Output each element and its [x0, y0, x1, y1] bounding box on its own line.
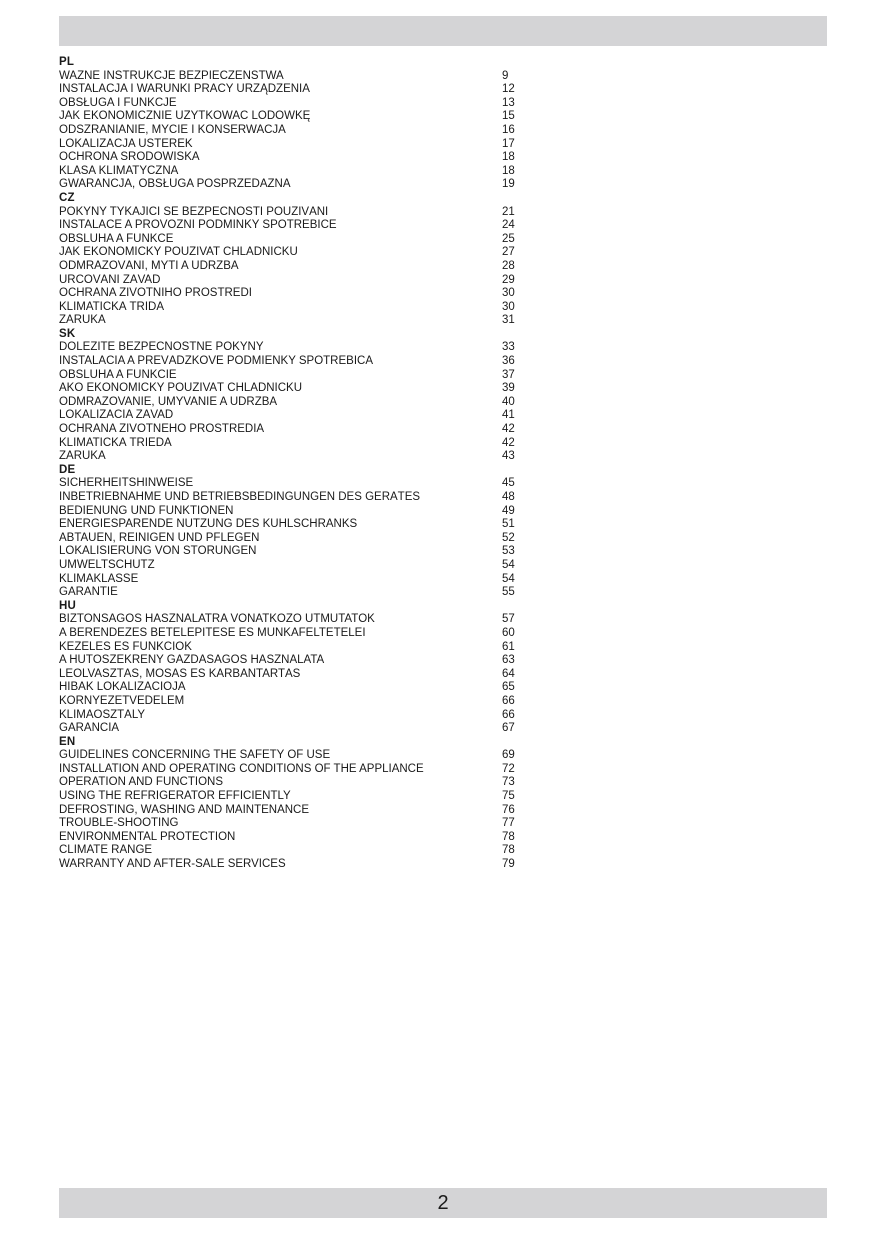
toc-entry-page: 64 [502, 667, 515, 680]
toc-entry-page: 33 [502, 341, 515, 354]
toc-entry-page: 48 [502, 491, 515, 503]
toc-entry-title: HIBÁK LOKALIZÁCIÓJA [59, 681, 186, 694]
toc-entry-title: A HŰTŐSZEKRÉNY GAZDASÁGOS HASZNÁLATA [59, 654, 325, 667]
language-heading: CZ [59, 191, 75, 204]
toc-entry-page: 45 [502, 477, 515, 490]
toc-entry-title: WARRANTY AND AFTER-SALE SERVICES [59, 858, 286, 871]
toc-entry [59, 790, 529, 804]
toc-entry-title: BIZTONSÁGOS HASZNÁLATRA VONATKOZÓ ÚTMUTATÓK [59, 613, 375, 626]
toc-entry-title: AKO EKONOMICKY POUŽÍVAŤ CHLADNIČKU [59, 382, 303, 395]
language-heading: SK [59, 327, 76, 340]
toc-entry-page: 79 [502, 858, 515, 871]
toc-entry-title: TROUBLE-SHOOTING [59, 817, 179, 830]
toc-entry [59, 831, 529, 845]
toc-entry-page: 36 [502, 355, 515, 368]
toc-entry-title: DÔLEŽITÉ BEZPEČNOSTNÉ POKYNY [59, 341, 264, 354]
toc-entry-page: 69 [502, 749, 515, 762]
toc-entry-page: 75 [502, 790, 515, 803]
toc-entry-title: OCHRONA ŚRODOWISKA [59, 151, 200, 164]
toc-entry-title: CLIMATE RANGE [59, 844, 153, 857]
toc-entry-page: 54 [502, 572, 515, 585]
toc-entry-title: GWARANCJA, OBSŁUGA POSPRZEDAŻNA [59, 178, 291, 191]
toc-entry-title: INSTALLATION AND OPERATING CONDITIONS OF THE APPLIANCE [59, 762, 424, 775]
toc-entry-title: ZÁRUKA [59, 450, 106, 463]
toc-entry-page: 63 [502, 654, 515, 667]
toc-entry-title: KLASA KLIMATYCZNA [59, 164, 179, 177]
toc-entry-page: 49 [502, 504, 515, 517]
toc-entry [59, 654, 529, 668]
toc-entry [59, 858, 529, 872]
toc-entry [59, 138, 529, 152]
toc-entry-title: JAK EKONOMICZNIE UŻYTKOWAĆ LODÓWKĘ [59, 110, 311, 123]
toc-entry [59, 97, 529, 111]
toc-entry-page: 16 [502, 123, 515, 136]
footer-bar [59, 1188, 827, 1218]
toc-entry [59, 274, 529, 288]
toc-entry [59, 165, 529, 179]
toc-entry-title: INSTALACE A PROVOZNÍ PODMÍNKY SPOTŘEBIČE [59, 219, 337, 232]
header-bar [59, 16, 827, 46]
toc-entry-page: 41 [502, 409, 515, 422]
toc-entry [59, 749, 529, 763]
toc-entry-title: OBSLUHA A FUNKCE [59, 232, 174, 245]
toc-entry [59, 314, 529, 328]
toc-entry-page: 25 [502, 232, 515, 245]
toc-entry [59, 341, 529, 355]
language-heading: DE [59, 463, 76, 476]
toc-entry-page: 78 [502, 830, 515, 843]
toc-entry [59, 396, 529, 410]
toc-entry [59, 219, 529, 233]
toc-entry-title: ODMRAZOVÁNÍ, MYTÍ A ÚDRŽBA [59, 259, 239, 272]
language-heading: EN [59, 735, 76, 748]
toc-entry-page: 43 [502, 450, 515, 463]
toc-entry [59, 559, 529, 573]
toc-section-en [59, 736, 529, 872]
toc-entry-title: URČOVÁNÍ ZÁVAD [59, 273, 161, 286]
toc-entry-page: 30 [502, 287, 515, 300]
page-number: 2 [437, 1191, 449, 1214]
toc-entry [59, 763, 529, 777]
toc-entry [59, 573, 529, 587]
toc-entry-title: BEDIENUNG UND FUNKTIONEN [59, 504, 234, 517]
toc-entry [59, 233, 529, 247]
toc-entry [59, 423, 529, 437]
toc-entry-page: 53 [502, 545, 515, 558]
language-heading: HU [59, 599, 77, 612]
table-of-contents [59, 56, 529, 872]
toc-entry-title: GARANTIE [59, 586, 118, 599]
toc-entry-page: 13 [502, 96, 515, 109]
toc-entry-title: JAK EKONOMICKY POUŽÍVAT CHLADNIČKU [59, 246, 298, 259]
toc-entry-page: 67 [502, 722, 515, 735]
toc-entry-title: WAŻNE INSTRUKCJE BEZPIECZEŃSTWA [59, 69, 284, 82]
toc-entry [59, 151, 529, 165]
toc-entry-page: 73 [502, 776, 515, 789]
toc-entry-page: 29 [502, 273, 515, 286]
toc-entry [59, 722, 529, 736]
toc-entry [59, 681, 529, 695]
toc-section-cz [59, 192, 529, 328]
toc-entry-page: 55 [502, 586, 515, 599]
toc-entry-page: 77 [502, 817, 515, 830]
toc-entry [59, 505, 529, 519]
toc-entry-page: 51 [502, 518, 515, 531]
toc-section-pl [59, 56, 529, 192]
toc-entry-title: LOKALISIERUNG VON STÖRUNGEN [59, 545, 257, 558]
toc-entry-title: LOKALIZÁCIA ZÁVAD [59, 409, 174, 422]
toc-entry-title: ENVIRONMENTAL PROTECTION [59, 830, 236, 843]
toc-entry-title: USING THE REFRIGERATOR EFFICIENTLY [59, 790, 291, 803]
toc-entry [59, 627, 529, 641]
toc-entry-page: 72 [502, 762, 515, 775]
toc-entry-title: ZÁRUKA [59, 314, 106, 327]
toc-entry-page: 37 [502, 368, 515, 381]
toc-entry [59, 586, 529, 600]
toc-entry-page: 61 [502, 640, 515, 653]
toc-entry-page: 66 [502, 708, 515, 721]
toc-entry-page: 66 [502, 694, 515, 707]
toc-entry-page: 52 [502, 531, 515, 544]
toc-entry-page: 24 [502, 219, 515, 232]
toc-entry [59, 301, 529, 315]
toc-entry-page: 18 [502, 164, 515, 177]
toc-entry-page: 30 [502, 300, 515, 313]
toc-entry-title: OBSLUHA A FUNKCIE [59, 368, 177, 381]
toc-entry-title: KLÍMAOSZTÁLY [59, 708, 146, 721]
toc-entry-page: 42 [502, 423, 515, 436]
toc-entry [59, 409, 529, 423]
toc-entry [59, 545, 529, 559]
toc-entry-page: 76 [502, 803, 515, 816]
toc-entry [59, 695, 529, 709]
toc-entry-title: LOKALIZACJA USTEREK [59, 137, 193, 150]
toc-entry-page: 9 [502, 69, 509, 82]
toc-entry [59, 450, 529, 464]
toc-entry [59, 70, 529, 84]
toc-entry [59, 246, 529, 260]
toc-entry-page: 78 [502, 844, 515, 857]
toc-entry-page: 54 [502, 558, 515, 571]
toc-entry-title: POKYNY TÝKAJÍCÍ SE BEZPEČNOSTI POUŽÍVÁNÍ [59, 205, 329, 218]
toc-entry-title: ODMRAZOVANIE, UMÝVANIE A ÚDRŽBA [59, 395, 278, 408]
toc-entry [59, 178, 529, 192]
toc-entry-title: KLIMATICKÁ TŘÍDA [59, 300, 165, 313]
toc-entry [59, 709, 529, 723]
toc-entry [59, 491, 529, 505]
language-heading: PL [59, 56, 75, 68]
toc-entry [59, 518, 529, 532]
toc-entry-page: 28 [502, 259, 515, 272]
toc-entry-page: 19 [502, 178, 515, 191]
toc-entry [59, 532, 529, 546]
toc-entry-title: INBETRIEBNAHME UND BETRIEBSBEDINGUNGEN DES GERÄTES [59, 491, 421, 503]
toc-section-de [59, 464, 529, 600]
toc-entry [59, 260, 529, 274]
toc-entry-title: LEOLVASZTÁS, MOSÁS ÉS KARBANTARTÁS [59, 667, 301, 680]
toc-entry [59, 382, 529, 396]
toc-entry [59, 437, 529, 451]
toc-entry-title: OPERATION AND FUNCTIONS [59, 776, 223, 789]
toc-entry-page: 27 [502, 246, 515, 259]
toc-entry [59, 668, 529, 682]
toc-entry-page: 39 [502, 382, 515, 395]
toc-entry [59, 613, 529, 627]
toc-entry-title: UMWELTSCHUTZ [59, 558, 155, 571]
toc-entry-title: ODSZRANIANIE, MYCIE I KONSERWACJA [59, 123, 286, 136]
toc-entry [59, 844, 529, 858]
toc-entry [59, 804, 529, 818]
toc-entry-page: 65 [502, 681, 515, 694]
toc-entry-title: INSTALACJA I WARUNKI PRACY URZĄDZENIA [59, 83, 310, 96]
toc-entry-title: SICHERHEITSHINWEISE [59, 477, 194, 490]
toc-entry-page: 42 [502, 436, 515, 449]
toc-entry-page: 40 [502, 395, 515, 408]
toc-entry-page: 60 [502, 626, 515, 639]
toc-entry [59, 206, 529, 220]
toc-section-sk [59, 328, 529, 464]
toc-entry-title: INŠTALÁCIA A PREVÁDZKOVÉ PODMIENKY SPOTREBIČA [59, 355, 373, 368]
toc-entry-page: 57 [502, 613, 515, 626]
toc-entry-page: 18 [502, 151, 515, 164]
toc-entry-title: ABTAUEN, REINIGEN UND PFLEGEN [59, 531, 260, 544]
toc-entry-title: GARANCIA [59, 722, 120, 735]
toc-entry-page: 17 [502, 137, 515, 150]
toc-entry-title: KEZELÉS ÉS FUNKCIÓK [59, 640, 192, 653]
toc-entry-title: OCHRANA ŽIVOTNÍHO PROSTŘEDÍ [59, 287, 252, 300]
toc-entry-title: OCHRANA ŽIVOTNÉHO PROSTREDIA [59, 423, 265, 436]
toc-entry [59, 369, 529, 383]
toc-entry [59, 83, 529, 97]
toc-entry [59, 477, 529, 491]
toc-entry-title: KLIMATICKÁ TRIEDA [59, 436, 172, 449]
toc-entry [59, 817, 529, 831]
toc-entry-title: ENERGIESPARENDE NUTZUNG DES KÜHLSCHRANKS [59, 518, 358, 531]
toc-entry-title: KÖRNYEZETVÉDELEM [59, 694, 185, 707]
toc-entry-title: KLIMAKLASSE [59, 572, 139, 585]
toc-entry [59, 124, 529, 138]
toc-entry-page: 21 [502, 205, 515, 218]
toc-entry-title: DEFROSTING, WASHING AND MAINTENANCE [59, 803, 310, 816]
toc-entry-page: 31 [502, 314, 515, 327]
toc-entry [59, 355, 529, 369]
toc-entry [59, 110, 529, 124]
toc-entry [59, 776, 529, 790]
toc-entry-page: 15 [502, 110, 515, 123]
toc-entry-title: OBSŁUGA I FUNKCJE [59, 96, 177, 109]
toc-section-hu [59, 600, 529, 736]
toc-entry-title: GUIDELINES CONCERNING THE SAFETY OF USE [59, 749, 331, 762]
toc-entry-page: 12 [502, 83, 515, 96]
toc-entry [59, 641, 529, 655]
toc-entry-title: A BERENDEZÉS BETELEPÍTÉSE ÉS MUNKAFELTÉTELEI [59, 626, 366, 639]
toc-entry [59, 287, 529, 301]
